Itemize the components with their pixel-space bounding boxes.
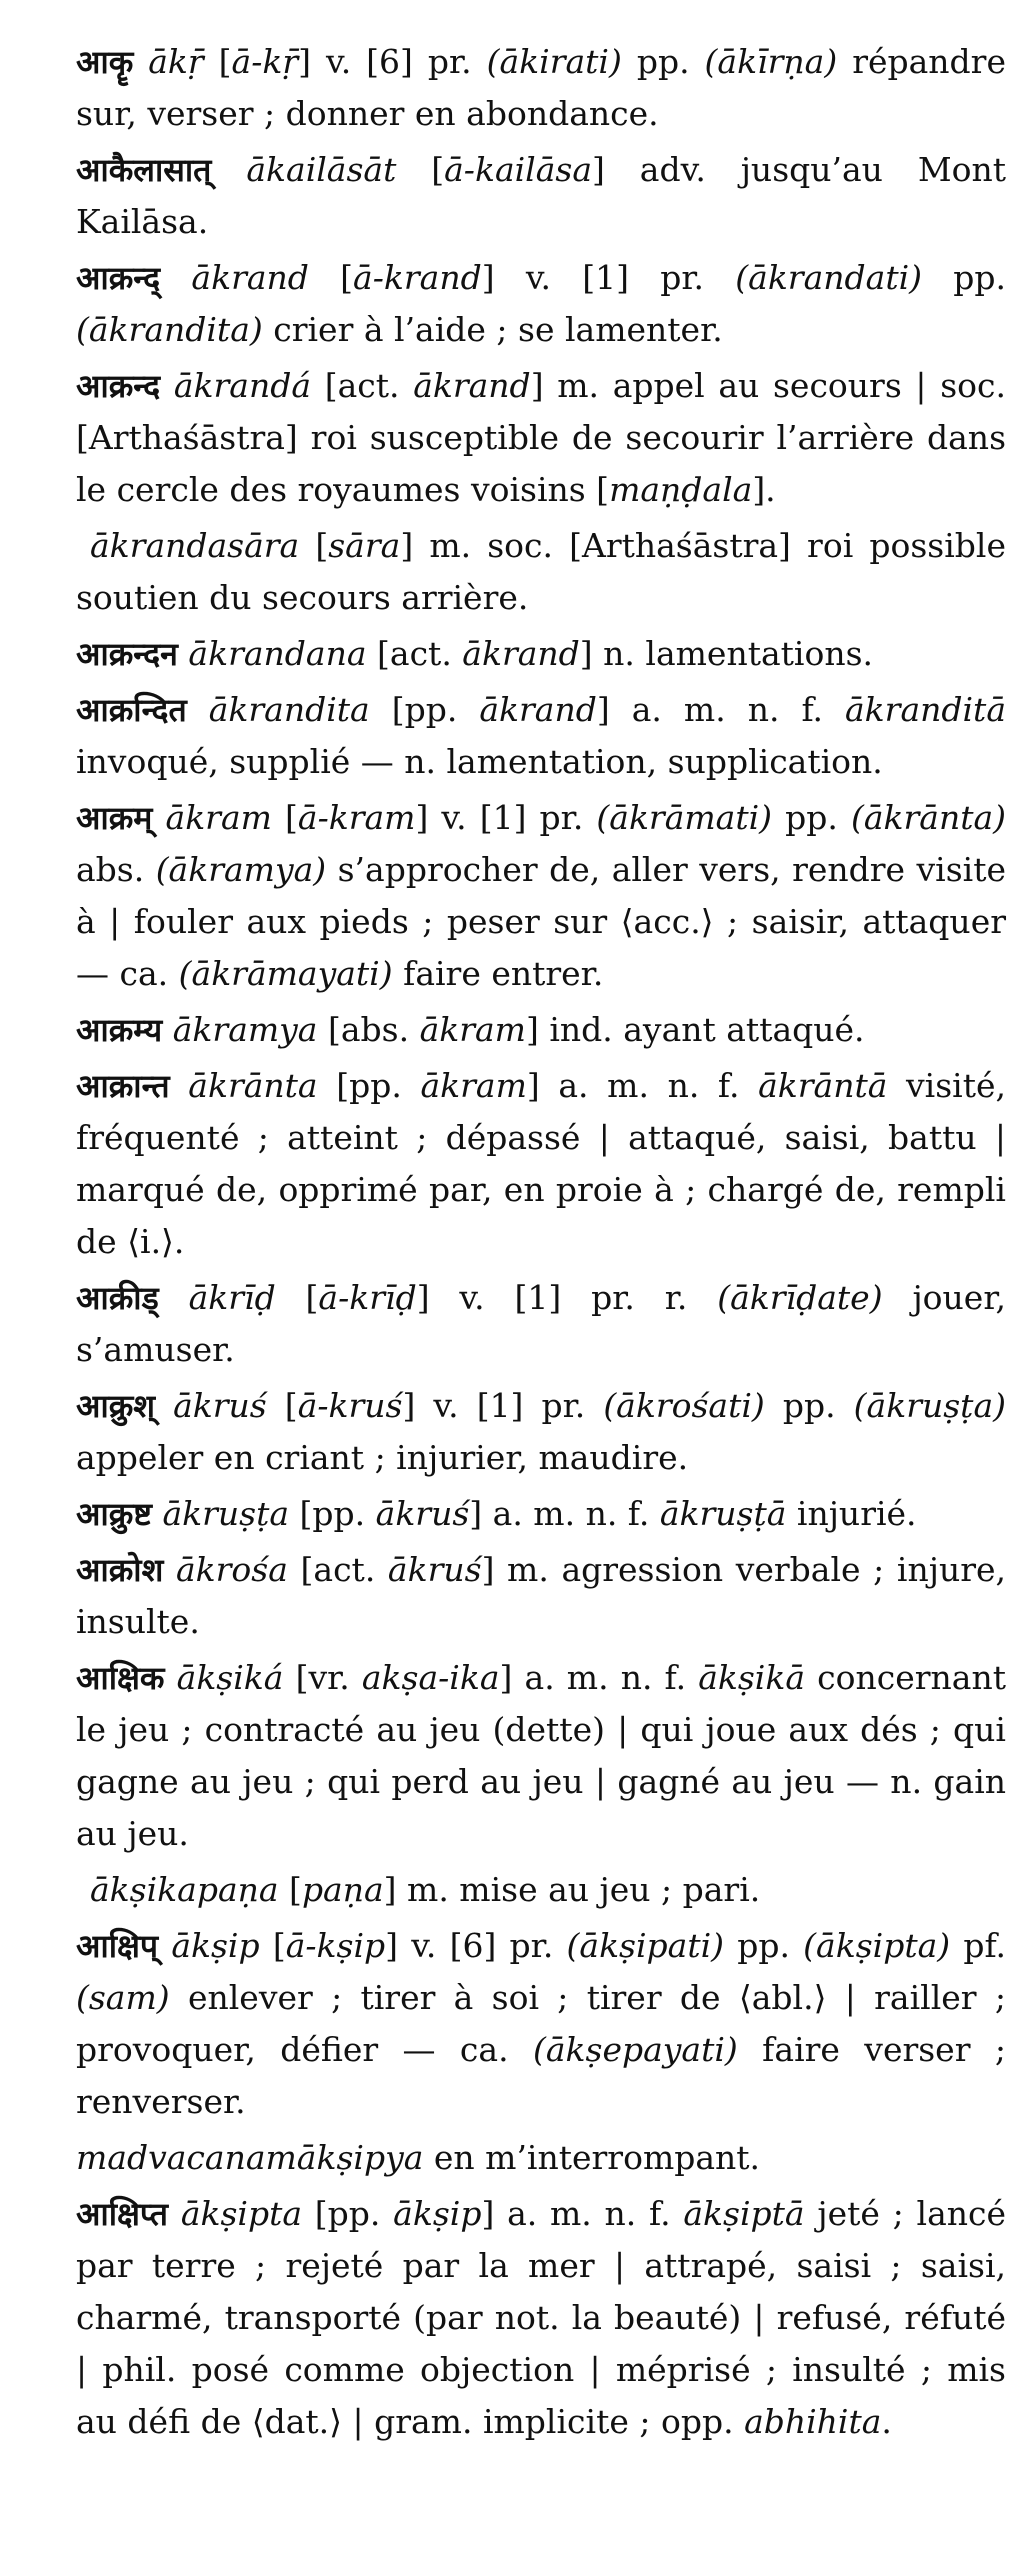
italic-term: ākṣiká: [176, 1658, 284, 1697]
italic-term: ākrāntā: [758, 1066, 888, 1105]
italic-term: abhihita: [744, 2402, 882, 2441]
definition-text: [act.: [366, 634, 463, 673]
italic-term: ākṣip: [171, 1926, 260, 1965]
definition-text: pf.: [950, 1926, 1006, 1965]
definition-text: injurié.: [786, 1494, 917, 1533]
headword-devanagari: आक्रन्द्: [76, 259, 161, 297]
definition-text: ] adv. jusqu’au Mont Kailāsa.: [76, 150, 1006, 241]
definition-text: [133, 42, 148, 81]
italic-term: ākṣip: [393, 2194, 482, 2233]
italic-term: ākrandá: [173, 366, 312, 405]
italic-term: paṇa: [301, 1870, 384, 1909]
definition-text: ] v. [1] pr.: [415, 798, 597, 837]
italic-term: ākṝ: [148, 42, 204, 81]
dictionary-entry: [76, 1488, 1006, 1540]
definition-text: ] v. [1] pr.: [481, 258, 736, 297]
definition-text: [: [299, 526, 329, 565]
dictionary-subentry: [76, 1864, 1006, 1916]
dictionary-entry: [76, 1060, 1006, 1268]
italic-term: (ākrānta): [850, 798, 1007, 837]
headword-devanagari: आक्रोश: [76, 1551, 164, 1589]
italic-term: ā-kṣip: [285, 1926, 386, 1965]
headword-devanagari: आक्रम्य: [76, 1011, 163, 1049]
headword-devanagari: आक्रन्द: [76, 367, 161, 405]
italic-term: ākrānta: [188, 1066, 318, 1105]
headword-devanagari: आक्रान्त: [76, 1067, 170, 1105]
italic-term: ā-kruś: [297, 1386, 403, 1425]
italic-term: ākruś: [387, 1550, 482, 1589]
dictionary-entry: [76, 792, 1006, 1000]
definition-text: [170, 1066, 189, 1105]
definition-text: [: [259, 1926, 286, 1965]
definition-text: [152, 1494, 163, 1533]
definition-text: [pp.: [289, 1494, 376, 1533]
dictionary-subentry: [76, 520, 1006, 624]
definition-text: jouer, s’amuser.: [76, 1278, 1006, 1369]
italic-term: ākrand: [191, 258, 309, 297]
dictionary-entry: [76, 1272, 1006, 1376]
headword-devanagari: आक्रुश्: [76, 1387, 156, 1425]
italic-term: ākruṣṭa: [162, 1494, 290, 1533]
headword-devanagari: आक्षिप्त: [76, 2195, 169, 2233]
definition-text: ] v. [6] pr.: [298, 42, 487, 81]
dictionary-entry: [76, 36, 1006, 140]
definition-text: [211, 150, 246, 189]
definition-text: crier à l’aide ; se lamenter.: [262, 310, 723, 349]
italic-term: ākrośa: [175, 1550, 288, 1589]
definition-text: jeté ; lancé par terre ; rejeté par la mer | attrapé, saisi ; saisi, charmé, transporté (par not. la beauté) | refusé, réfuté | phil. posé comme objection | méprisé ; insulté ; mis au défi de ⟨dat.⟩ | gram. implicite ; opp.: [76, 2194, 1007, 2441]
definition-text: [: [266, 1386, 298, 1425]
definition-text: [pp.: [302, 2194, 394, 2233]
definition-text: [187, 690, 209, 729]
definition-text: [pp.: [317, 1066, 421, 1105]
definition-text: ].: [752, 470, 776, 509]
italic-term: (ākrāmati): [596, 798, 773, 837]
definition-text: [: [275, 1278, 319, 1317]
italic-term: ākram: [420, 1066, 527, 1105]
definition-text: ] a. m. n. f.: [499, 1658, 699, 1697]
italic-term: (ākirati): [486, 42, 622, 81]
definition-text: pp.: [764, 1386, 854, 1425]
dictionary-entry: [76, 252, 1006, 356]
dictionary-entry: [76, 360, 1006, 516]
italic-term: sāra: [328, 526, 401, 565]
dictionary-entry: [76, 1004, 1006, 1056]
italic-term: (ākṣipta): [803, 1926, 951, 1965]
definition-text: concernant le jeu ; contracté au jeu (dette) | qui joue aux dés ; qui gagne au jeu ; qui perd au jeu | gagné au jeu — n. gain au jeu.: [76, 1658, 1006, 1853]
definition-text: faire verser ; renverser.: [76, 2030, 1006, 2121]
dictionary-entry: [76, 1652, 1006, 1860]
definition-text: invoqué, supplié — n. lamentation, supplication.: [76, 742, 883, 781]
definition-text: répandre sur, verser ; donner en abondance.: [76, 42, 1006, 133]
definition-text: s’approcher de, aller vers, rendre visite à | fouler aux pieds ; peser sur ⟨acc.⟩ ; saisir, attaquer — ca.: [76, 850, 1006, 993]
definition-text: appeler en criant ; injurier, maudire.: [76, 1438, 689, 1477]
definition-text: ] a. m. n. f.: [526, 1066, 759, 1105]
definition-text: en m’interrompant.: [423, 2138, 761, 2177]
italic-term: maṇḍala: [609, 470, 753, 509]
definition-text: ] m. appel au secours | soc. [Arthaśāstra] roi susceptible de secourir l’arrière dans le cercle des royaumes voisins [: [76, 366, 1007, 509]
dictionary-entry: [76, 628, 1006, 680]
definition-text: [163, 1550, 176, 1589]
dictionary-entry: [76, 1920, 1006, 2128]
definition-text: ] v. [1] pr.: [402, 1386, 604, 1425]
italic-term: ākrand: [462, 634, 580, 673]
headword-devanagari: आक्षिक: [76, 1659, 165, 1697]
italic-term: ākailāsāt: [246, 150, 397, 189]
dictionary-entry: [76, 684, 1006, 788]
italic-term: (ākruṣṭa): [853, 1386, 1006, 1425]
dictionary-entry: [76, 144, 1006, 248]
italic-term: ākram: [419, 1010, 526, 1049]
italic-term: (ākṣipati): [566, 1926, 725, 1965]
italic-term: ākrīḍ: [188, 1278, 276, 1317]
definition-text: pp.: [724, 1926, 804, 1965]
italic-term: (ākrandati): [735, 258, 923, 297]
italic-term: ākranditā: [845, 690, 1006, 729]
headword-devanagari: आकैलासात्: [76, 151, 212, 189]
italic-term: ākruṣṭā: [659, 1494, 787, 1533]
italic-term: ā-kram: [297, 798, 416, 837]
definition-text: ] m. mise au jeu ; pari.: [383, 1870, 761, 1909]
definition-text: [168, 2194, 181, 2233]
definition-text: ] v. [6] pr.: [385, 1926, 567, 1965]
italic-term: madvacanamākṣipya: [76, 2138, 424, 2177]
definition-text: [152, 798, 165, 837]
italic-term: ākrand: [413, 366, 531, 405]
headword-devanagari: आक्रुष्ट: [76, 1495, 152, 1533]
definition-text: [158, 1926, 171, 1965]
italic-term: akṣa-ika: [361, 1658, 500, 1697]
definition-text: ] v. [1] pr. r.: [416, 1278, 718, 1317]
italic-term: ākruś: [375, 1494, 470, 1533]
italic-term: ā-kailāsa: [444, 150, 593, 189]
italic-term: (ākṣepayati): [532, 2030, 738, 2069]
definition-text: ] a. m. n. f.: [481, 2194, 684, 2233]
italic-term: ā-krīḍ: [318, 1278, 417, 1317]
headword-devanagari: आक्रीड्: [76, 1279, 159, 1317]
dictionary-entry: [76, 2188, 1006, 2448]
definition-text: [act.: [311, 366, 414, 405]
definition-text: ] ind. ayant attaqué.: [525, 1010, 865, 1049]
dictionary-entry: [76, 1380, 1006, 1484]
headword-devanagari: आक्षिप्: [76, 1927, 159, 1965]
definition-text: [pp.: [369, 690, 480, 729]
italic-term: ākruś: [173, 1386, 267, 1425]
italic-term: (ākramya): [155, 850, 327, 889]
definition-text: [160, 366, 174, 405]
definition-text: [178, 634, 189, 673]
definition-text: [162, 1010, 173, 1049]
italic-term: ākṣikapaṇa: [90, 1870, 279, 1909]
definition-text: ] m. soc. [Arthaśāstra] roi possible soutien du secours arrière.: [76, 526, 1007, 617]
italic-term: ākram: [165, 798, 272, 837]
definition-text: enlever ; tirer à soi ; tirer de ⟨abl.⟩ | railler ; provoquer, défier — ca.: [76, 1978, 1006, 2069]
italic-term: ākrandana: [188, 634, 367, 673]
dictionary-entry: [76, 2132, 1006, 2184]
definition-text: [155, 1386, 173, 1425]
definition-text: [159, 1278, 189, 1317]
definition-text: ] n. lamentations.: [579, 634, 873, 673]
definition-text: pp.: [772, 798, 851, 837]
definition-text: [160, 258, 191, 297]
headword-devanagari: आकॄ: [76, 43, 134, 81]
definition-text: [165, 1658, 177, 1697]
definition-text: [: [308, 258, 354, 297]
definition-text: ] m. agression verbale ; injure, insulte.: [76, 1550, 1006, 1641]
definition-text: pp.: [621, 42, 705, 81]
headword-devanagari: आक्रन्दित: [76, 691, 187, 729]
definition-text: pp.: [922, 258, 1006, 297]
dictionary-entry: [76, 1544, 1006, 1648]
italic-term: (ākīrṇa): [704, 42, 838, 81]
definition-text: [vr.: [283, 1658, 362, 1697]
italic-term: ākṣiptā: [683, 2194, 805, 2233]
definition-text: [abs.: [317, 1010, 420, 1049]
italic-term: ākrandita: [208, 690, 370, 729]
definition-text: faire entrer.: [392, 954, 604, 993]
definition-text: ] a. m. n. f.: [596, 690, 845, 729]
definition-text: .: [881, 2402, 892, 2441]
definition-text: abs.: [76, 850, 156, 889]
definition-text: [: [203, 42, 232, 81]
italic-term: (sam): [76, 1978, 170, 2017]
italic-term: ā-krand: [353, 258, 482, 297]
definition-text: [act.: [287, 1550, 388, 1589]
headword-devanagari: आक्रन्दन: [76, 635, 178, 673]
italic-term: ākrandasāra: [90, 526, 300, 565]
italic-term: (ākrandita): [76, 310, 263, 349]
definition-text: visité, fréquenté ; atteint ; dépassé | attaqué, saisi, battu | marqué de, opprimé par, en proie à ; chargé de, rempli de ⟨i.⟩.: [76, 1066, 1006, 1261]
definition-text: [: [396, 150, 445, 189]
italic-term: (ākrīḍate): [717, 1278, 883, 1317]
italic-term: (ākrāmayati): [178, 954, 393, 993]
italic-term: ākṣipta: [180, 2194, 303, 2233]
definition-text: [: [271, 798, 298, 837]
italic-term: ā-kṝ: [231, 42, 299, 81]
definition-text: [: [278, 1870, 302, 1909]
italic-term: (ākrośati): [603, 1386, 765, 1425]
italic-term: ākramya: [172, 1010, 318, 1049]
italic-term: ākrand: [479, 690, 597, 729]
italic-term: ākṣikā: [698, 1658, 806, 1697]
headword-devanagari: आक्रम्: [76, 799, 153, 837]
definition-text: ] a. m. n. f.: [469, 1494, 660, 1533]
